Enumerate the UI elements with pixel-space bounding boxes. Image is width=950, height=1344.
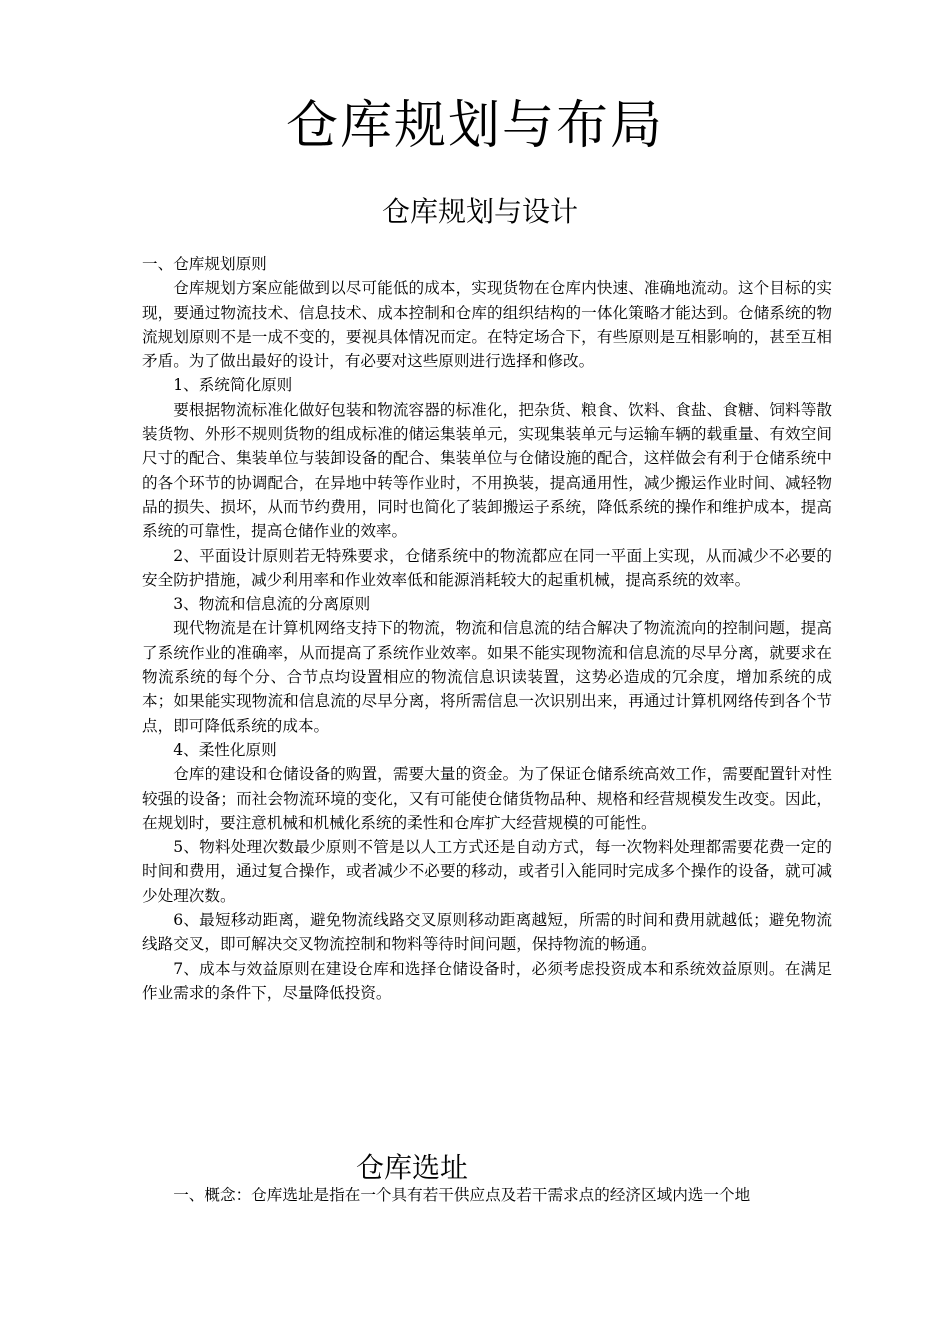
heading-principle-4: 4、柔性化原则 [173, 740, 277, 759]
section-title-warehouse-site-selection: 仓库选址 [356, 1151, 469, 1184]
section-body-planning-principles [142, 252, 832, 1005]
section-title-warehouse-planning-design: 仓库规划与设计 [381, 195, 578, 228]
paragraph-principle-6: 6、最短移动距离，避免物流线路交叉原则移动距离越短，所需的时间和费用就越低；避免物流线路交叉，即可解决交叉物流控制和物料等待时间问题，保持物流的畅通。 [142, 911, 832, 954]
paragraph-site-selection-concept: 一、概念：仓库选址是指在一个具有若干供应点及若干需求点的经济区域内选一个地 [173, 1186, 751, 1204]
heading-principle-1: 1、系统简化原则 [173, 376, 293, 395]
paragraph-principle-2: 2、平面设计原则若无特殊要求，仓储系统中的物流都应在同一平面上实现，从而减少不必要的安全防护措施，减少利用率和作业效率低和能源消耗较大的起重机械，提高系统的效率。 [142, 546, 832, 589]
paragraph-intro: 仓库规划方案应能做到以尽可能低的成本，实现货物在仓库内快速、准确地流动。这个目标的实现，要通过物流技术、信息技术、成本控制和仓库的组织结构的一体化策略才能达到。仓储系统的物流规划原则不是一成不变的，要视具体情况而定。在特定场合下，有些原则是互相影响的，甚至互相矛盾。为了做出最好的设计，有必要对这些原则进行选择和修改。 [142, 279, 832, 371]
section-body-site-selection [142, 1183, 832, 1207]
paragraph-principle-4: 仓库的建设和仓储设备的购置，需要大量的资金。为了保证仓储系统高效工作，需要配置针对性较强的设备；而社会物流环境的变化，又有可能使仓储货物品种、规格和经营规模发生改变。因此，在规划时，要注意机械和机械化系统的柔性和仓库扩大经营规模的可能性。 [142, 765, 832, 832]
heading-planning-principles: 一、仓库规划原则 [142, 255, 267, 273]
paragraph-principle-7: 7、成本与效益原则在建设仓库和选择仓储设备时，必须考虑投资成本和系统效益原则。在满足作业需求的条件下，尽量降低投资。 [142, 959, 832, 1002]
paragraph-principle-1: 要根据物流标准化做好包装和物流容器的标准化，把杂货、粮食、饮料、食盐、食糖、饲料等散装货物、外形不规则货物的组成标准的储运集装单元，实现集装单元与运输车辆的载重量、有效空间尺寸的配合、集装单位与装卸设备的配合、集装单位与仓储设施的配合，这样做会有利于仓储系统中的各个环节的协调配合，在异地中转等作业时，不用换装，提高通用性，减少搬运作业时间、减轻物品的损失、损坏，从而节约费用，同时也简化了装卸搬运子系统，降低系统的操作和维护成本，提高系统的可靠性，提高仓储作业的效率。 [142, 400, 832, 541]
heading-principle-3: 3、物流和信息流的分离原则 [173, 595, 371, 614]
document-title: 仓库规划与布局 [285, 96, 664, 156]
paragraph-principle-5: 5、物料处理次数最少原则不管是以人工方式还是自动方式，每一次物料处理都需要花费一定的时间和费用，通过复合操作，或者减少不必要的移动，或者引入能同时完成多个操作的设备，就可减少处理次数。 [142, 838, 832, 905]
paragraph-principle-3: 现代物流是在计算机网络支持下的物流，物流和信息流的结合解决了物流流向的控制问题，提高了系统作业的准确率，从而提高了系统作业效率。如果不能实现物流和信息流的尽早分离，就要求在物流系统的每个分、合节点均设置相应的物流信息识读装置，这势必造成的冗余度，增加系统的成本；如果能实现物流和信息流的尽早分离，将所需信息一次识别出来，再通过计算机网络传到各个节点，即可降低系统的成本。 [142, 619, 832, 735]
